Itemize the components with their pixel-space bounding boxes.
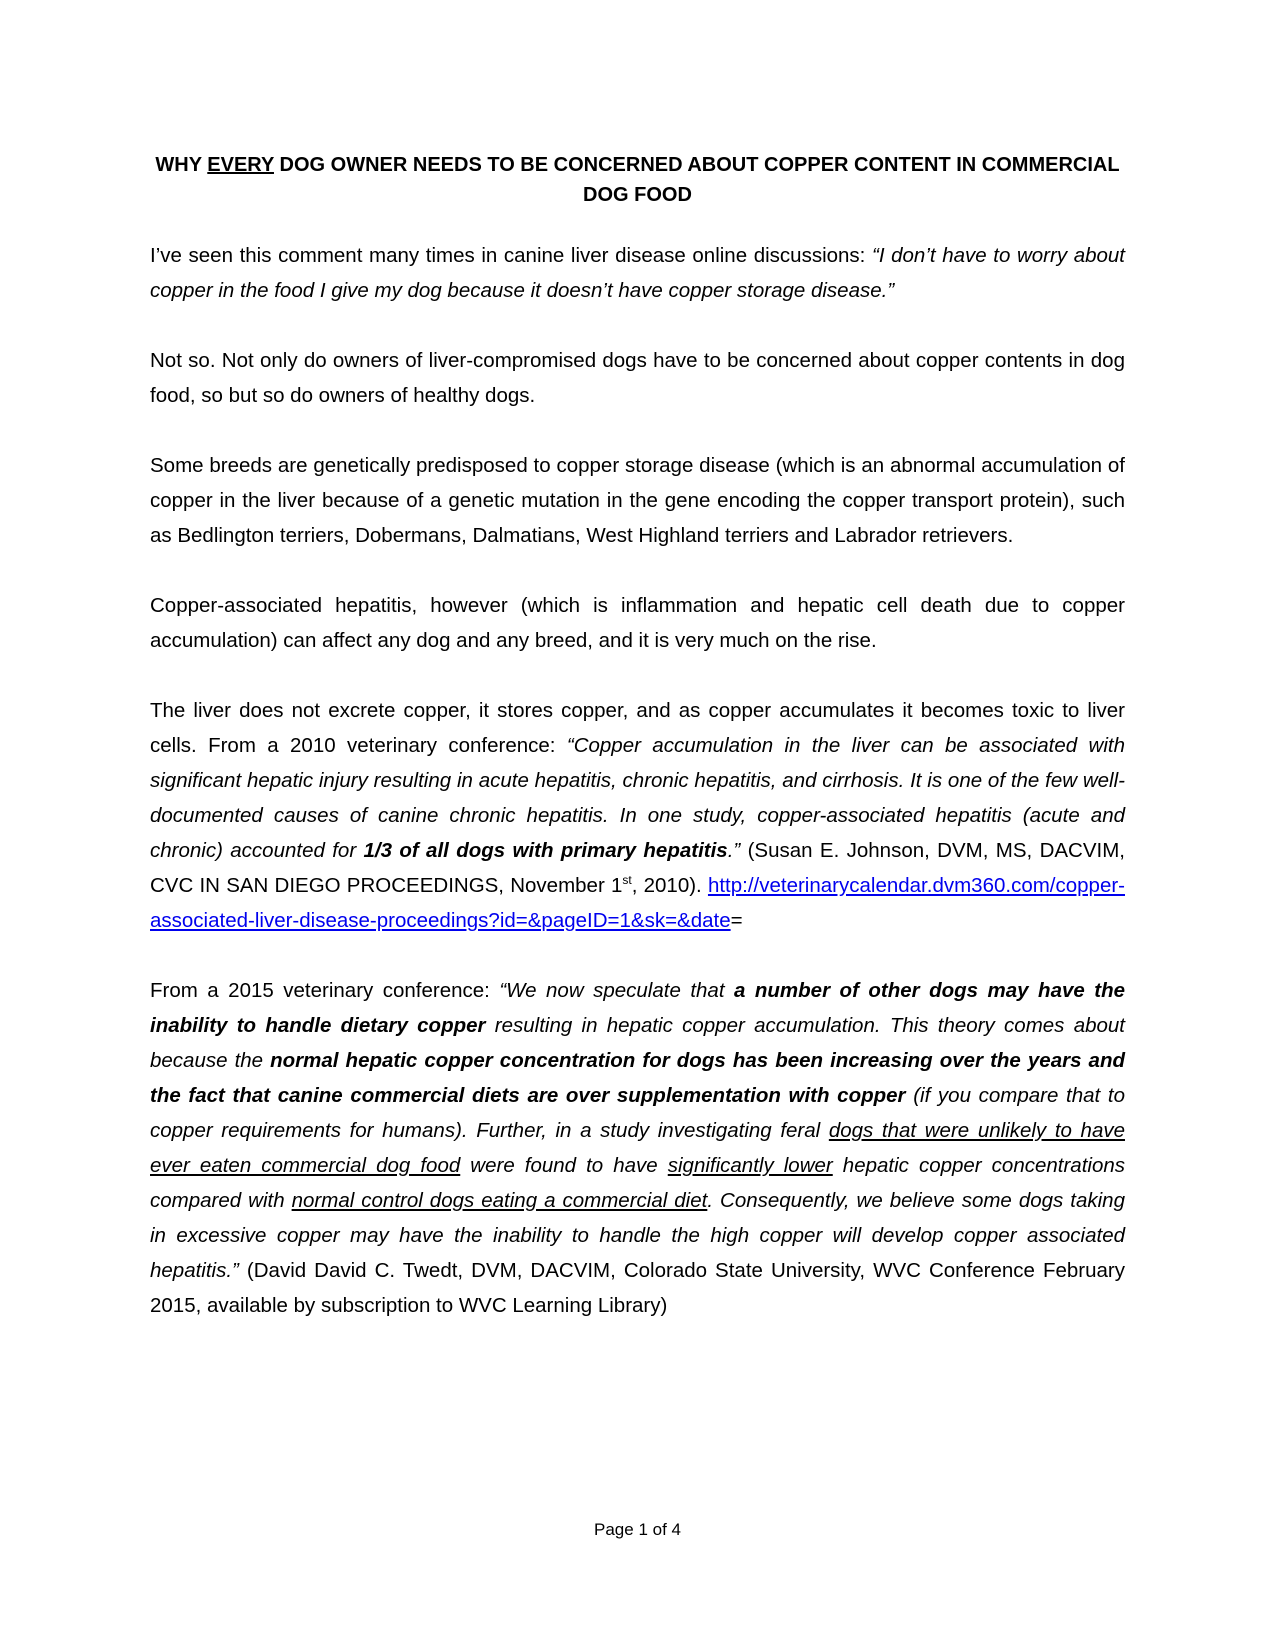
p1-lead: I’ve seen this comment many times in canine liver disease online discussions: bbox=[150, 244, 872, 267]
p5-lead: The liver does not excrete copper, it stores copper, and as copper accumulates it becomes toxic to liver cells. From a 2010 veterinary conference: bbox=[150, 699, 1125, 757]
p1-quote: “I don’t have to worry about copper in the food I give my dog because it doesn’t have copper storage disease.” bbox=[150, 244, 1125, 302]
p6-quote-6: . Consequently, we believe some dogs taking in excessive copper may have the inability to handle the high copper will develop copper associated hepatitis.” bbox=[150, 1189, 1125, 1282]
p6-citation: (David David C. Twedt, DVM, DACVIM, Colorado State University, WVC Conference February 2015, available by subscription to WVC Learning Library) bbox=[150, 1259, 1125, 1317]
title-part-1: WHY bbox=[155, 154, 208, 176]
p6-quote-5: hepatic copper concentrations compared with bbox=[150, 1154, 1125, 1212]
p6-quote-4: were found to have bbox=[460, 1154, 668, 1177]
reference-link[interactable]: http://veterinarycalendar.dvm360.com/copper-associated-liver-disease-proceedings?id=&pageID=1&sk=&date bbox=[150, 874, 1125, 932]
title-part-2: DOG OWNER NEEDS TO BE CONCERNED ABOUT COPPER CONTENT IN COMMERCIAL DOG FOOD bbox=[273, 154, 1120, 206]
p5-citation-end: , 2010). bbox=[631, 874, 708, 897]
p6-quote-1: “We now speculate that bbox=[499, 979, 735, 1002]
p6-underline-2: significantly lower bbox=[667, 1154, 833, 1177]
p6-quote-2: resulting in hepatic copper accumulation. This theory comes about because the bbox=[150, 1014, 1125, 1072]
p6-bold-2: normal hepatic copper concentration for dogs has been increasing over the years and the fact that canine commercial diets are over supplementation with copper bbox=[150, 1049, 1125, 1107]
page-number: Page 1 of 4 bbox=[594, 1520, 681, 1539]
p6-underline-3: normal control dogs eating a commercial diet bbox=[291, 1189, 708, 1212]
document-body bbox=[150, 238, 1125, 1358]
paragraph-4: Copper-associated hepatitis, however (which is inflammation and hepatic cell death due to copper accumulation) can affect any dog and any breed, and it is very much on the rise. bbox=[150, 594, 1125, 652]
p5-superscript: st bbox=[622, 873, 632, 888]
p6-bold-1: a number of other dogs may have the inability to handle dietary copper bbox=[150, 979, 1125, 1037]
p6-lead: From a 2015 veterinary conference: bbox=[150, 979, 500, 1002]
p5-quote: “Copper accumulation in the liver can be associated with significant hepatic injury resulting in acute hepatitis, chronic hepatitis, and cirrhosis. It is one of the few well-documented causes of canine chronic hepatitis. In one study, copper-associated hepatitis (acute and chronic) accounted for bbox=[150, 734, 1126, 862]
p5-quote-end: .” bbox=[727, 839, 741, 862]
p6-underline-1: dogs that were unlikely to have ever eaten commercial dog food bbox=[150, 1119, 1125, 1177]
document-title bbox=[150, 150, 1125, 210]
paragraph-3: Some breeds are genetically predisposed to copper storage disease (which is an abnormal accumulation of copper in the liver because of a genetic mutation in the gene encoding the copper transport protein), such as Bedlington terriers, Dobermans, Dalmatians, West Highland terriers and Labrador retrievers. bbox=[150, 454, 1125, 547]
p6-quote-3: (if you compare that to copper requirements for humans). Further, in a study investigating feral bbox=[150, 1084, 1125, 1142]
p5-after-link: = bbox=[730, 909, 743, 932]
title-emphasis: EVERY bbox=[207, 154, 274, 176]
paragraph-6 bbox=[150, 973, 1125, 1323]
p5-citation: (Susan E. Johnson, DVM, MS, DACVIM, CVC IN SAN DIEGO PROCEEDINGS, November 1 bbox=[150, 839, 1125, 897]
paragraph-1 bbox=[150, 238, 1125, 308]
p5-quote-bold: 1/3 of all dogs with primary hepatitis bbox=[363, 839, 728, 862]
paragraph-5 bbox=[150, 693, 1125, 938]
paragraph-2: Not so. Not only do owners of liver-compromised dogs have to be concerned about copper contents in dog food, so but so do owners of healthy dogs. bbox=[150, 349, 1125, 407]
